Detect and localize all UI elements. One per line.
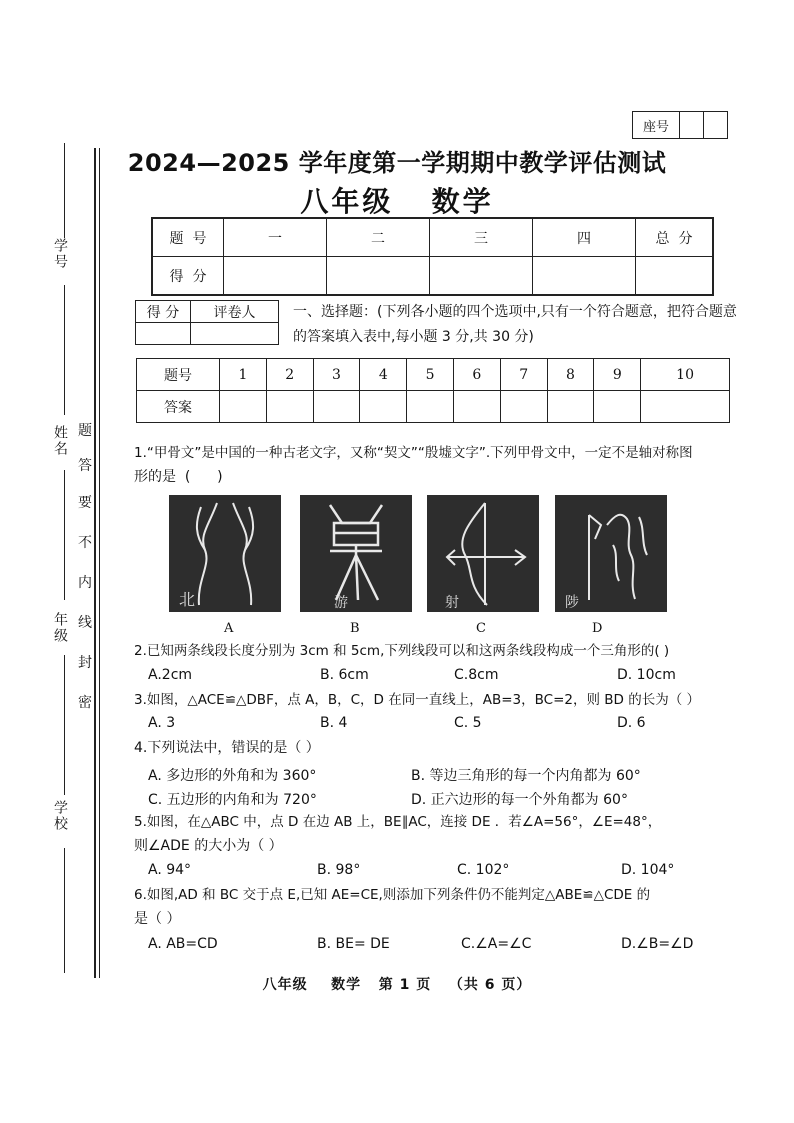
score-cell[interactable] [430, 257, 533, 296]
q6-option-a: A. AB=CD [148, 936, 218, 952]
q1-stem-line1: 1.“甲骨文”是中国的一种古老文字，又称“契文”“殷墟文字”.下列甲骨文中，一定不是轴对称图 [134, 445, 693, 461]
name-label: 姓名 [52, 425, 68, 457]
oracle-label-c: C [476, 621, 486, 636]
answer-row [137, 391, 730, 423]
score-table [151, 217, 714, 296]
oracle-caption-b: 游 [334, 595, 348, 611]
q2-option-b: B. 6cm [320, 667, 369, 683]
q2-stem: 2.已知两条线段长度分别为 3cm 和 5cm,下列线段可以和这两条线段构成一个三角形的( ) [134, 643, 670, 659]
answer-number: 2 [266, 359, 313, 391]
score-cell[interactable] [533, 257, 636, 296]
answer-number: 6 [453, 359, 500, 391]
margin-blank-line [64, 470, 65, 600]
answer-cell[interactable] [641, 391, 730, 423]
grader-score-cell[interactable] [136, 323, 191, 345]
q1-stem-line2: 形的是 ( ) [134, 469, 223, 485]
q4-option-b: B. 等边三角形的每一个内角都为 60° [411, 768, 641, 784]
oracle-caption-a: 北 [179, 590, 196, 609]
oracle-label-a: A [224, 621, 234, 636]
answer-number: 5 [407, 359, 454, 391]
grader-table [135, 300, 279, 345]
score-header-cell: 题 号 [152, 218, 224, 257]
score-table-header-row [152, 218, 713, 257]
score-header-cell: 四 [533, 218, 636, 257]
score-table-score-row [152, 257, 713, 296]
q6-option-b: B. BE= DE [317, 936, 390, 952]
seal-char: 线 [78, 615, 92, 631]
answer-table [136, 358, 730, 423]
q3-option-a: A. 3 [148, 715, 176, 731]
seal-char: 内 [78, 575, 92, 591]
q4-option-d: D. 正六边形的每一个外角都为 60° [411, 792, 628, 808]
page-footer: 八年级 数学 第 1 页 （共 6 页） [262, 977, 532, 993]
q2-option-d: D. 10cm [617, 667, 676, 683]
q6-stem-line2: 是（ ） [134, 911, 181, 927]
oracle-label-b: B [350, 621, 360, 636]
grader-score-header: 得 分 [136, 301, 191, 323]
q4-stem: 4.下列说法中，错误的是（ ） [134, 740, 320, 756]
q3-option-d: D. 6 [617, 715, 646, 731]
q6-option-c: C.∠A=∠C [461, 936, 532, 952]
oracle-caption-c: 射 [445, 595, 459, 611]
q2-option-a: A.2cm [148, 667, 193, 683]
grader-name-header: 评卷人 [191, 301, 279, 323]
answer-number: 3 [313, 359, 360, 391]
score-row-label: 得 分 [152, 257, 224, 296]
answer-cell[interactable] [313, 391, 360, 423]
seal-char: 不 [78, 535, 92, 551]
grade-label: 年级 [52, 612, 68, 644]
margin-line-outer [94, 148, 96, 978]
answer-cell[interactable] [220, 391, 267, 423]
margin-blank-line [64, 655, 65, 795]
score-header-cell: 总 分 [636, 218, 714, 257]
seal-char: 封 [78, 655, 92, 671]
seal-char: 答 [78, 458, 92, 474]
answer-number: 1 [220, 359, 267, 391]
score-header-cell: 三 [430, 218, 533, 257]
score-header-cell: 一 [224, 218, 327, 257]
q4-option-a: A. 多边形的外角和为 360° [148, 768, 317, 784]
oracle-caption-d: 陟 [565, 595, 579, 611]
q5-option-b: B. 98° [317, 862, 361, 878]
answer-number: 10 [641, 359, 730, 391]
oracle-image-d [555, 495, 667, 612]
answer-cell[interactable] [360, 391, 407, 423]
exam-title: 2024—2025 学年度第一学期期中教学评估测试 [127, 149, 667, 177]
oracle-image-b [300, 495, 412, 612]
school-label: 学校 [52, 800, 68, 832]
answer-number: 4 [360, 359, 407, 391]
q6-option-d: D.∠B=∠D [621, 936, 694, 952]
margin-line-inner [99, 148, 100, 978]
student-id-label: 学号 [52, 238, 68, 270]
q6-stem-line1: 6.如图,AD 和 BC 交于点 E,已知 AE=CE,则添加下列条件仍不能判定△ABE≌△CDE 的 [134, 887, 651, 903]
q5-option-a: A. 94° [148, 862, 192, 878]
answer-number: 9 [594, 359, 641, 391]
score-header-cell: 二 [327, 218, 430, 257]
answer-number: 7 [500, 359, 547, 391]
q5-stem-line2: 则∠ADE 的大小为（ ） [134, 838, 283, 854]
answer-cell[interactable] [594, 391, 641, 423]
q2-option-c: C.8cm [454, 667, 499, 683]
score-cell[interactable] [327, 257, 430, 296]
seat-number-cell[interactable] [680, 112, 704, 138]
seal-char: 要 [78, 495, 92, 511]
score-cell[interactable] [636, 257, 714, 296]
answer-cell[interactable] [453, 391, 500, 423]
oracle-image-c [427, 495, 539, 612]
seal-char: 题 [78, 423, 92, 439]
margin-blank-line [64, 848, 65, 973]
seal-char: 密 [78, 695, 92, 711]
q5-option-d: D. 104° [621, 862, 675, 878]
answer-cell[interactable] [266, 391, 313, 423]
q3-option-c: C. 5 [454, 715, 482, 731]
q3-stem: 3.如图，△ACE≌△DBF，点 A，B，C，D 在同一直线上，AB=3，BC=2，则 BD 的长为（ ） [134, 692, 701, 708]
q5-stem-line1: 5.如图，在△ABC 中，点 D 在边 AB 上，BE∥AC，连接 DE ．若∠A=56°，∠E=48°， [134, 814, 662, 830]
score-cell[interactable] [224, 257, 327, 296]
oracle-label-d: D [592, 621, 603, 636]
answer-cell[interactable] [500, 391, 547, 423]
answer-number: 8 [547, 359, 594, 391]
grader-name-cell[interactable] [191, 323, 279, 345]
q5-option-c: C. 102° [457, 862, 510, 878]
subject-title: 八年级 数学 [300, 185, 494, 218]
margin-blank-line [64, 285, 65, 415]
q4-option-c: C. 五边形的内角和为 720° [148, 792, 317, 808]
seat-number-box [632, 111, 728, 139]
answer-row-label: 答案 [137, 391, 220, 423]
seat-number-cell[interactable] [704, 112, 727, 138]
answer-cell[interactable] [547, 391, 594, 423]
answer-cell[interactable] [407, 391, 454, 423]
answer-row-label: 题号 [137, 359, 220, 391]
section1-instructions: 一、选择题：(下列各小题的四个选项中,只有一个符合题意，把符合题意的答案填入表中,每小题 3 分,共 30 分) [293, 304, 737, 345]
answer-number-row [137, 359, 730, 391]
oracle-image-a [169, 495, 281, 612]
seat-number-label: 座号 [633, 112, 680, 138]
q3-option-b: B. 4 [320, 715, 348, 731]
